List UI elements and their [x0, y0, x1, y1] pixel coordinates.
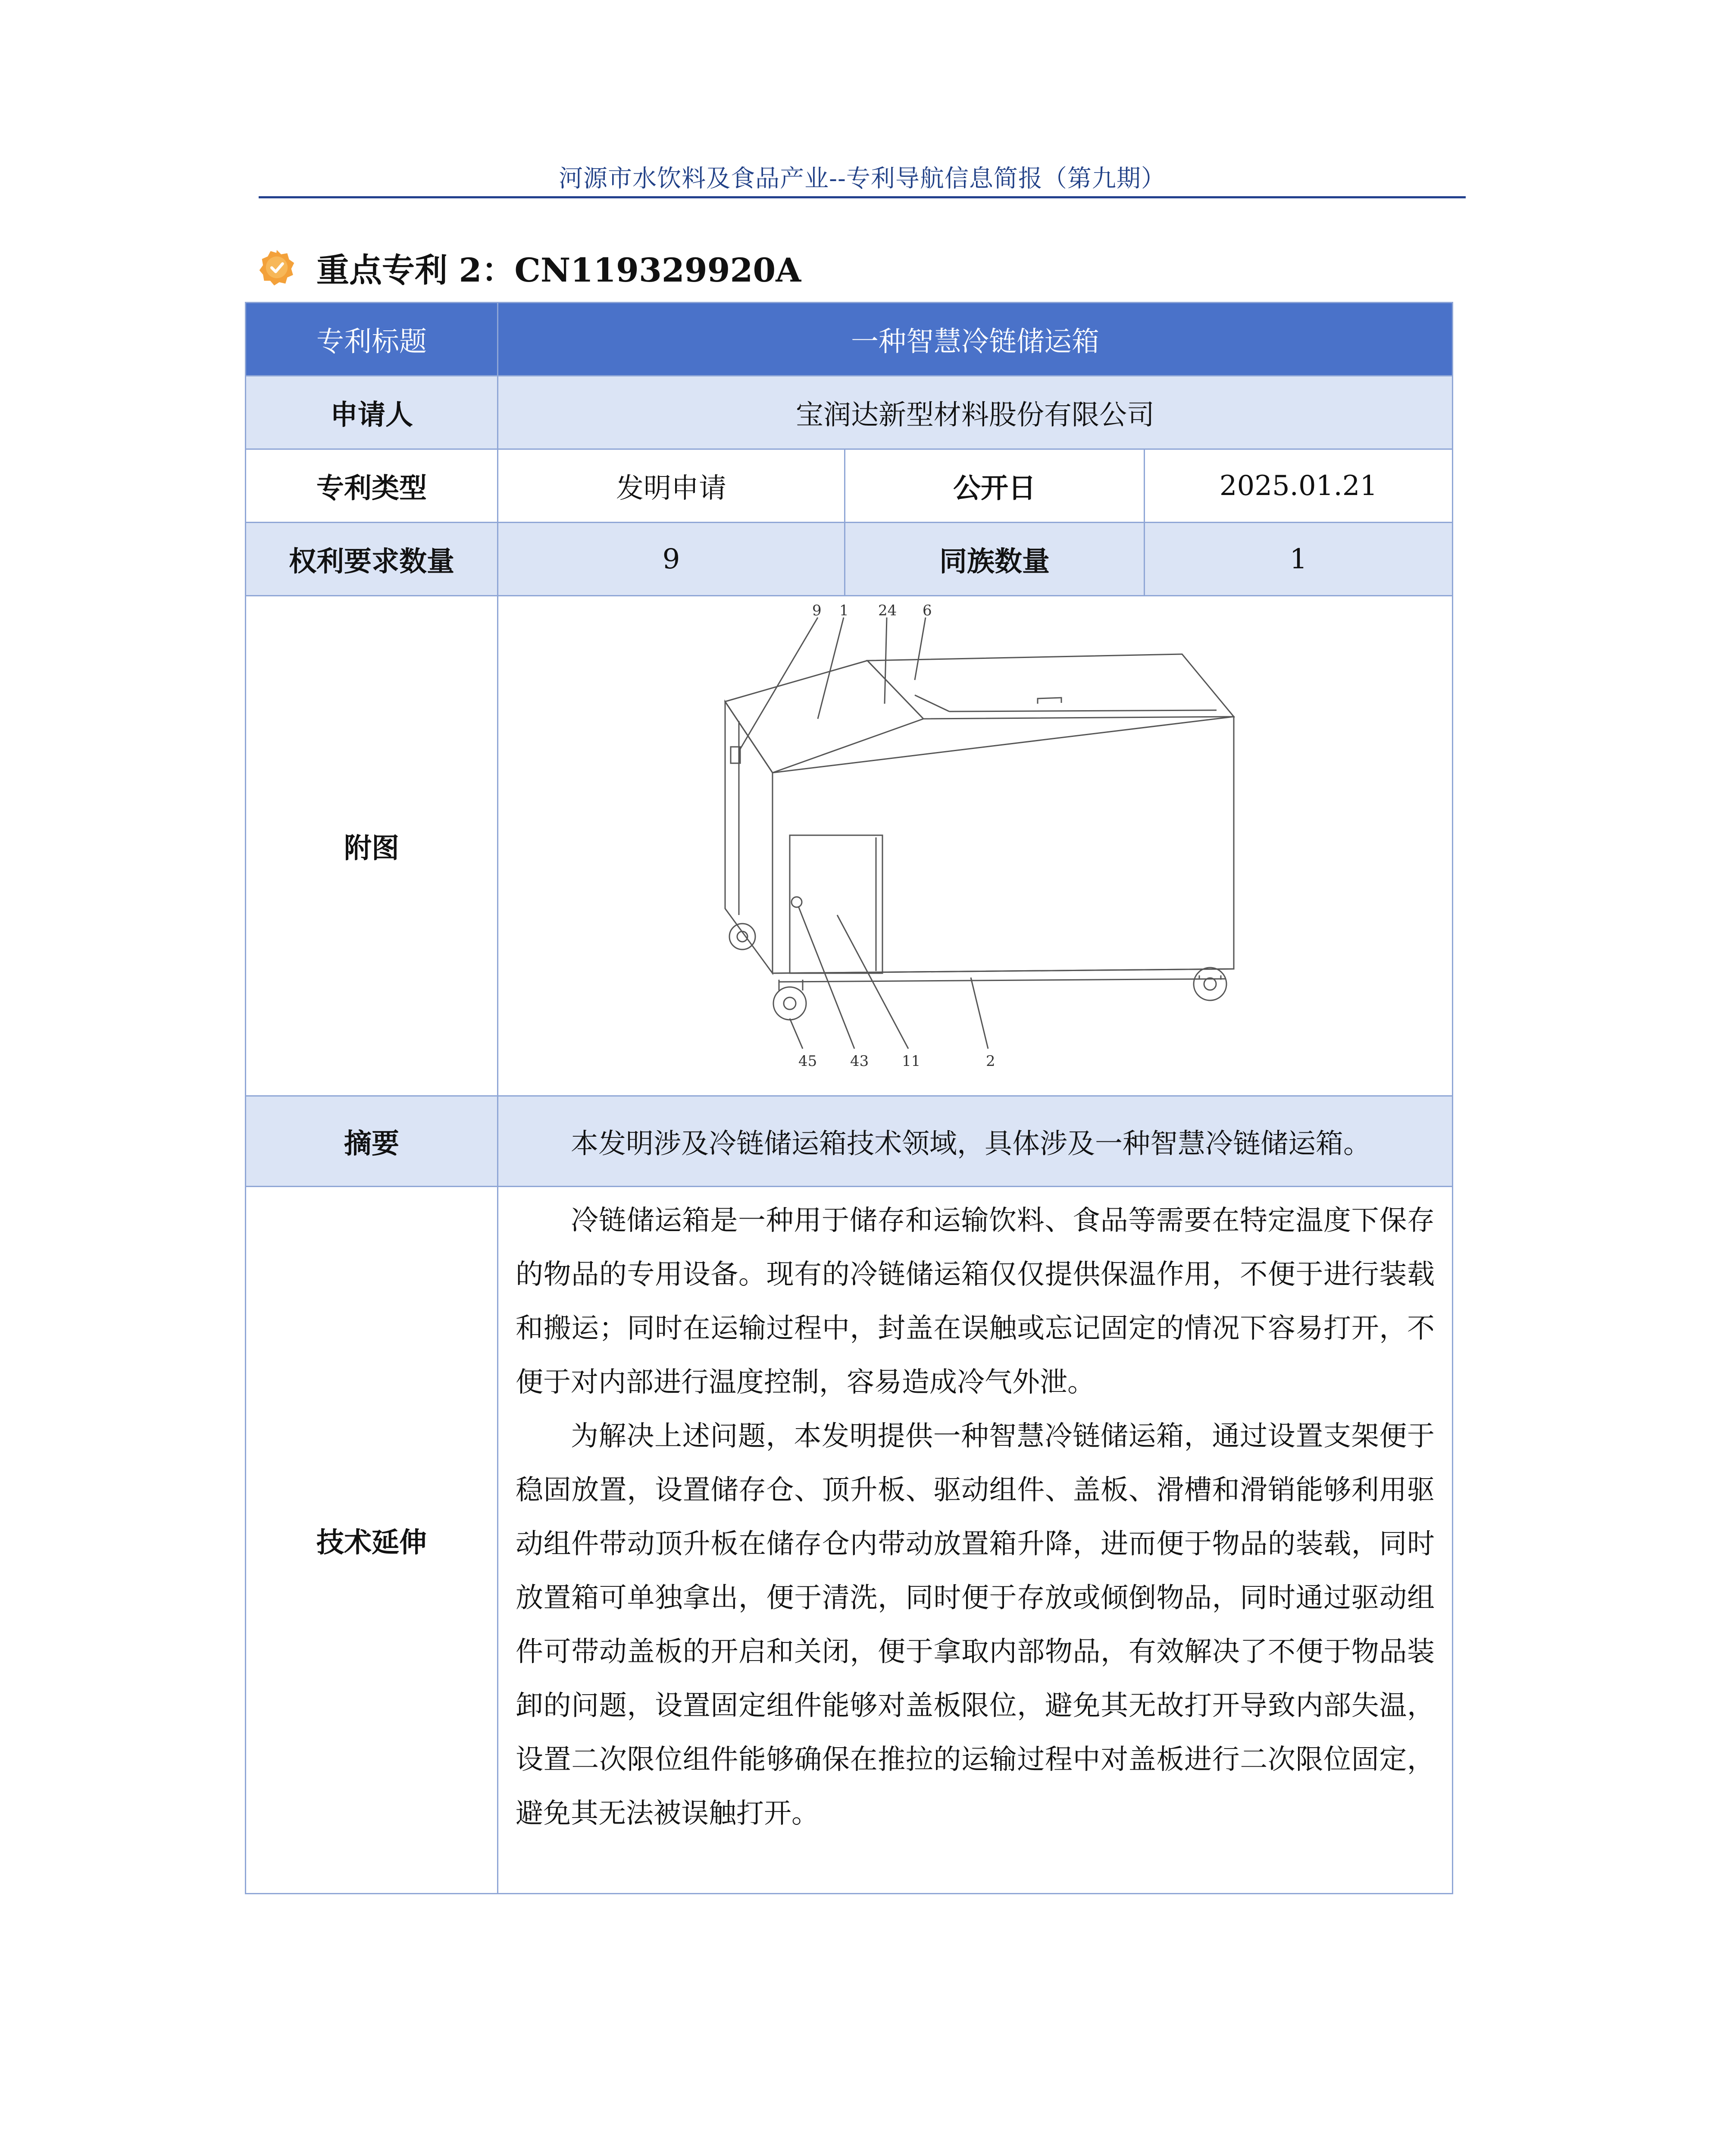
section-title: [259, 241, 801, 293]
row-applicant: [246, 376, 1453, 449]
row-claims: [246, 523, 1453, 596]
family-value: 1: [1145, 523, 1453, 596]
section-title-text: 重点专利 2：CN119329920A: [316, 251, 801, 289]
ref-label-11: 11: [902, 1052, 921, 1070]
figure-cell: [498, 596, 1453, 1096]
extension-label: 技术延伸: [246, 1187, 498, 1894]
row-type: [246, 449, 1453, 523]
claims-label: 权利要求数量: [246, 523, 498, 596]
figure-label: 附图: [246, 596, 498, 1096]
check-badge-icon: [259, 249, 295, 285]
claims-value: 9: [498, 523, 845, 596]
page-header: 河源市水饮料及食品产业--专利导航信息简报（第九期）: [559, 165, 1166, 193]
ref-label-24: 24: [878, 604, 897, 619]
ref-label-1: 1: [839, 604, 849, 619]
ref-label-9: 9: [812, 604, 822, 619]
ref-label-43: 43: [850, 1052, 869, 1070]
title-value: 一种智慧冷链储运箱: [498, 303, 1453, 376]
extension-paragraph-1: 冷链储运箱是一种用于储存和运输饮料、食品等需要在特定温度下保存的物品的专用设备。现有的冷链储运箱仅仅提供保温作用，不便于进行装载和搬运；同时在运输过程中，封盖在误触或忘记固定的情况下容易打开，不便于对内部进行温度控制，容易造成冷气外泄。: [516, 1205, 1435, 1398]
abstract-value: 本发明涉及冷链储运箱技术领域，具体涉及一种智慧冷链储运箱。: [498, 1096, 1453, 1187]
row-abstract: [246, 1096, 1453, 1187]
extension-paragraph-2: 为解决上述问题，本发明提供一种智慧冷链储运箱，通过设置支架便于稳固放置，设置储存仓、顶升板、驱动组件、盖板、滑槽和滑销能够利用驱动组件带动顶升板在储存仓内带动放置箱升降，进而便于物品的装载，同时放置箱可单独拿出，便于清洗，同时便于存放或倾倒物品，同时通过驱动组件可带动盖板的开启和关闭，便于拿取内部物品，有效解决了不便于物品装卸的问题，设置固定组件能够对盖板限位，避免其无故打开导致内部失温，设置二次限位组件能够确保在推拉的运输过程中对盖板进行二次限位固定，避免其无法被误触打开。: [516, 1420, 1435, 1830]
ref-label-2: 2: [986, 1052, 995, 1070]
row-title: [246, 303, 1453, 376]
title-label: 专利标题: [246, 303, 498, 376]
pubdate-label: 公开日: [845, 449, 1145, 523]
patent-info-table: [245, 302, 1453, 1894]
applicant-value: 宝润达新型材料股份有限公司: [498, 376, 1453, 449]
type-value: 发明申请: [498, 449, 845, 523]
ref-label-6: 6: [923, 604, 932, 619]
row-extension: [246, 1187, 1453, 1894]
type-label: 专利类型: [246, 449, 498, 523]
extension-value: [498, 1187, 1453, 1894]
row-figure: [246, 596, 1453, 1096]
family-label: 同族数量: [845, 523, 1145, 596]
applicant-label: 申请人: [246, 376, 498, 449]
header-rule: [259, 196, 1466, 198]
patent-drawing: [673, 605, 1277, 1087]
pubdate-value: 2025.01.21: [1145, 449, 1453, 523]
abstract-label: 摘要: [246, 1096, 498, 1187]
ref-label-45: 45: [798, 1052, 817, 1070]
